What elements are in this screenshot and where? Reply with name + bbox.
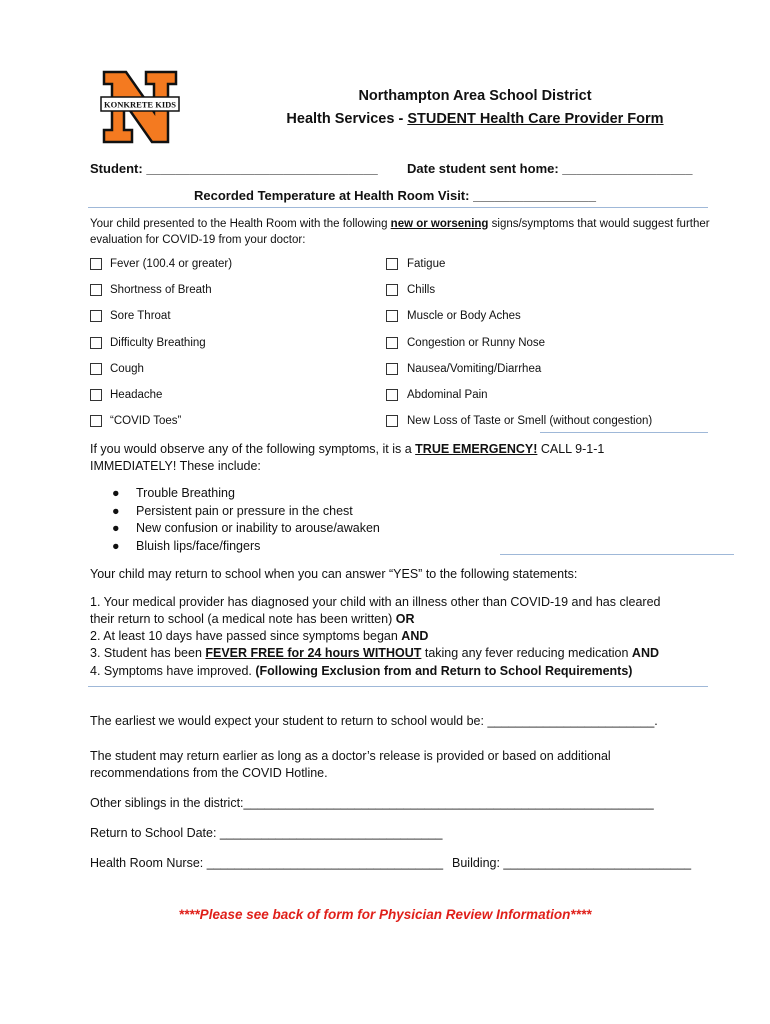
symptom-label: Headache <box>110 389 163 401</box>
symptom-label: Muscle or Body Aches <box>407 310 521 323</box>
return-statement-4: 4. Symptoms have improved. (Following Exclusion from and Return to School Requirements) <box>90 664 633 678</box>
bullet-icon: ● <box>112 521 120 535</box>
health-room-nurse-field[interactable]: Health Room Nurse: __________________________________ <box>90 856 444 870</box>
symptom-label: Nausea/Vomiting/Diarrhea <box>407 362 542 375</box>
symptom-checkbox-left-3[interactable] <box>90 310 102 322</box>
form-title: Health Services - STUDENT Health Care Provider Form <box>286 111 664 127</box>
return-statement-1: 1. Your medical provider has diagnosed your child with an illness other than COVID-19 and has cleared their return to school (a medical note has been written) OR <box>90 595 661 626</box>
symptom-checkbox-left-5[interactable] <box>90 363 102 375</box>
symptom-checkbox-left-1[interactable] <box>90 258 102 270</box>
district-logo <box>100 70 180 144</box>
symptom-checkbox-left-7[interactable] <box>90 415 102 427</box>
divider <box>540 432 708 433</box>
temperature-field[interactable]: Recorded Temperature at Health Room Visit: _________________ <box>194 188 596 203</box>
symptom-checkbox-left-4[interactable] <box>90 337 102 349</box>
symptom-checkbox-right-1[interactable] <box>386 258 398 270</box>
divider <box>88 207 708 208</box>
symptom-label: Shortness of Breath <box>110 284 212 297</box>
bullet-icon: ● <box>112 538 120 553</box>
building-field[interactable]: Building: ___________________________ <box>452 856 692 870</box>
symptom-checkbox-right-4[interactable] <box>386 337 398 349</box>
symptom-checkbox-right-7[interactable] <box>386 415 398 427</box>
divider <box>88 686 708 687</box>
earliest-return-field[interactable]: The earliest we would expect your student to return to school would be: ________________________. <box>90 714 658 728</box>
emergency-symptom-item: ● Persistent pain or pressure in the chest <box>110 503 380 521</box>
symptom-label: Chills <box>407 284 436 297</box>
emergency-symptoms-list <box>110 485 380 555</box>
symptom-label: Fatigue <box>407 258 446 270</box>
symptom-label: Abdominal Pain <box>407 389 488 401</box>
symptom-label: Difficulty Breathing <box>110 336 206 349</box>
emergency-symptom-item: ● Trouble Breathing <box>110 485 380 503</box>
siblings-field[interactable]: Other siblings in the district:___________________________________________________________ <box>90 796 654 810</box>
symptom-label: Congestion or Runny Nose <box>407 336 546 349</box>
symptom-label: New Loss of Taste or Smell (without congestion) <box>407 415 653 428</box>
symptom-checkbox-left-6[interactable] <box>90 389 102 401</box>
earlier-release-text: The student may return earlier as long as a doctor’s release is provided or based on additional recommendations from the COVID Hotline. <box>90 749 611 780</box>
return-statement-3: 3. Student has been FEVER FREE for 24 hours WITHOUT taking any fever reducing medication AND <box>90 646 660 660</box>
svg-text:KONKRETE KIDS: KONKRETE KIDS <box>103 99 177 110</box>
symptom-label: Fever (100.4 or greater) <box>110 258 233 270</box>
divider <box>500 554 734 555</box>
emergency-symptom-item: ● Bluish lips/face/fingers <box>110 538 380 556</box>
student-field[interactable]: Student: ________________________________ <box>90 161 378 176</box>
emergency-text: If you would observe any of the following symptoms, it is a TRUE EMERGENCY! CALL 9-1-1 IMMEDIATELY! These include: <box>90 442 605 473</box>
symptom-checkbox-right-5[interactable] <box>386 363 398 375</box>
date-sent-home-field[interactable]: Date student sent home: __________________ <box>407 161 693 176</box>
symptom-checkbox-right-6[interactable] <box>386 389 398 401</box>
symptom-checkbox-left-2[interactable] <box>90 284 102 296</box>
bullet-icon: ● <box>112 486 120 500</box>
symptom-label: Cough <box>110 362 144 375</box>
return-date-field[interactable]: Return to School Date: ________________________________ <box>90 826 443 840</box>
bullet-icon: ● <box>112 503 120 518</box>
symptoms-intro: Your child presented to the Health Room with the following new or worsening signs/symptoms that would suggest further evaluation for COVID-19 from your doctor: <box>90 218 710 246</box>
district-name: Northampton Area School District <box>358 88 592 104</box>
symptom-checkbox-right-2[interactable] <box>386 284 398 296</box>
return-statement-2: 2. At least 10 days have passed since symptoms began AND <box>90 629 429 643</box>
physician-review-note: ****Please see back of form for Physician Review Information**** <box>178 907 592 922</box>
emergency-symptom-item: ● New confusion or inability to arouse/awaken <box>110 520 380 538</box>
symptom-label: Sore Throat <box>110 310 171 323</box>
return-intro: Your child may return to school when you can answer “YES” to the following statements: <box>90 567 578 581</box>
symptom-checkbox-right-3[interactable] <box>386 310 398 322</box>
symptom-label: “COVID Toes” <box>110 415 182 428</box>
